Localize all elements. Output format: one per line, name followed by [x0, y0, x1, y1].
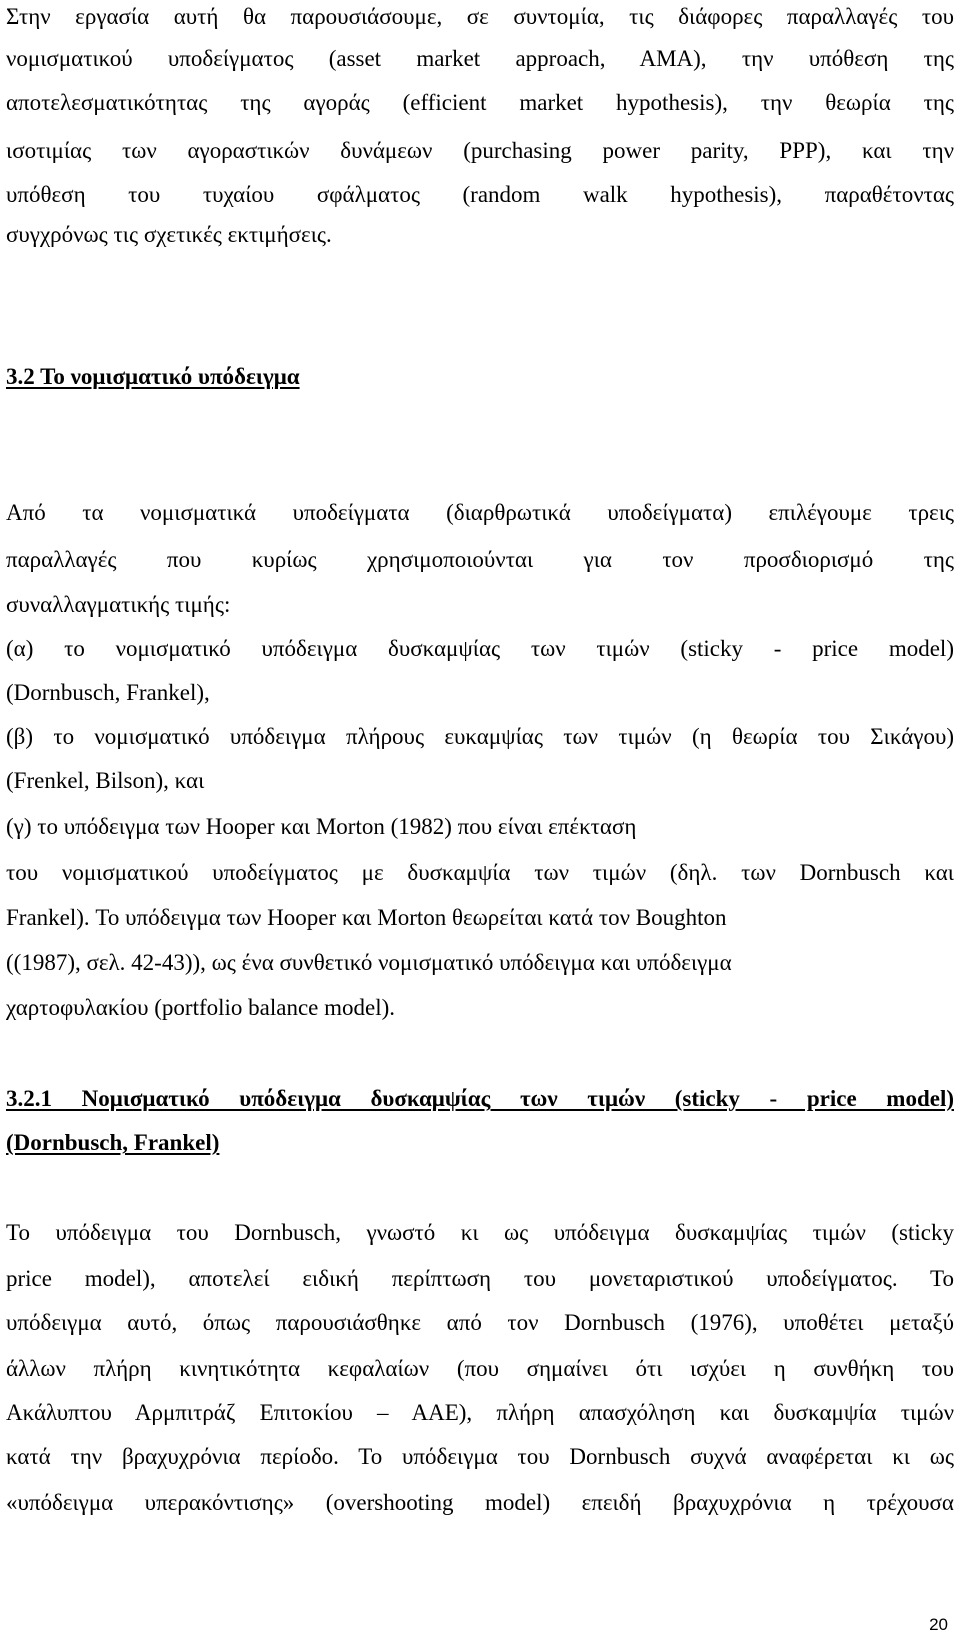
body-line: κατά την βραχυχρόνια περίοδο. Το υπόδειγμα του Dornbusch συχνά αναφέρεται κι ως — [6, 1444, 954, 1469]
body-line: υπόδειγμα αυτό, όπως παρουσιάσθηκε από τον Dornbusch (1976), υποθέτει μεταξύ — [6, 1310, 954, 1335]
intro-line: υπόθεση του τυχαίου σφάλματος (random walk hypothesis), παραθέτοντας — [6, 182, 954, 207]
body-line: Από τα νομισματικά υποδείγματα (διαρθρωτικά υποδείγματα) επιλέγουμε τρεις — [6, 500, 954, 525]
body-line: Ακάλυπτου Αρμπιτράζ Επιτοκίου – ΑΑΕ), πλήρη απασχόληση και δυσκαμψία τιμών — [6, 1400, 954, 1425]
intro-line: ισοτιμίας των αγοραστικών δυνάμεων (purchasing power parity, PPP), και την — [6, 138, 954, 163]
body-line: «υπόδειγμα υπερακόντισης» (overshooting model) επειδή βραχυχρόνια η τρέχουσα — [6, 1490, 954, 1515]
section-heading-3-2: 3.2 Το νομισματικό υπόδειγμα — [6, 364, 300, 389]
body-line: άλλων πλήρη κινητικότητα κεφαλαίων (που σημαίνει ότι ισχύει η συνθήκη του — [6, 1356, 954, 1381]
list-item-b: (β) το νομισματικό υπόδειγμα πλήρους ευκαμψίας των τιμών (η θεωρία του Σικάγου) — [6, 724, 954, 749]
body-line: συναλλαγματικής τιμής: — [6, 592, 231, 617]
body-line: χαρτοφυλακίου (portfolio balance model). — [6, 995, 396, 1020]
body-line: Το υπόδειγμα του Dornbusch, γνωστό κι ως υπόδειγμα δυσκαμψίας τιμών (sticky — [6, 1220, 954, 1245]
section-heading-3-2-1-continued: (Dornbusch, Frankel) — [6, 1130, 220, 1155]
intro-line: αποτελεσματικότητας της αγοράς (efficient market hypothesis), την θεωρία της — [6, 90, 954, 115]
body-line: του νομισματικού υποδείγματος με δυσκαμψία των τιμών (δηλ. των Dornbusch και — [6, 860, 954, 885]
intro-line: νομισματικού υποδείγματος (asset market approach, AMA), την υπόθεση της — [6, 46, 954, 71]
body-line: Frankel). Το υπόδειγμα των Hooper και Morton θεωρείται κατά τον Boughton — [6, 905, 727, 930]
body-line: price model), αποτελεί ειδική περίπτωση του μονεταριστικού υποδείγματος. Το — [6, 1266, 954, 1291]
list-item-a: (α) το νομισματικό υπόδειγμα δυσκαμψίας των τιμών (sticky - price model) — [6, 636, 954, 661]
page-number: 20 — [929, 1615, 948, 1634]
intro-line: συγχρόνως τις σχετικές εκτιμήσεις. — [6, 222, 332, 247]
list-item-c: (γ) το υπόδειγμα των Hooper και Morton (1982) που είναι επέκταση — [6, 814, 637, 839]
intro-line: Στην εργασία αυτή θα παρουσιάσουμε, σε συντομία, τις διάφορες παραλλαγές του — [6, 4, 954, 29]
section-heading-3-2-1: 3.2.1 Νομισματικό υπόδειγμα δυσκαμψίας των τιμών (sticky - price model) — [6, 1086, 954, 1111]
list-item-b-continued: (Frenkel, Bilson), και — [6, 768, 205, 793]
list-item-a-continued: (Dornbusch, Frankel), — [6, 680, 210, 705]
body-line: παραλλαγές που κυρίως χρησιμοποιούνται για τον προσδιορισμό της — [6, 547, 954, 572]
body-line: ((1987), σελ. 42-43)), ως ένα συνθετικό νομισματικό υπόδειγμα και υπόδειγμα — [6, 950, 732, 975]
